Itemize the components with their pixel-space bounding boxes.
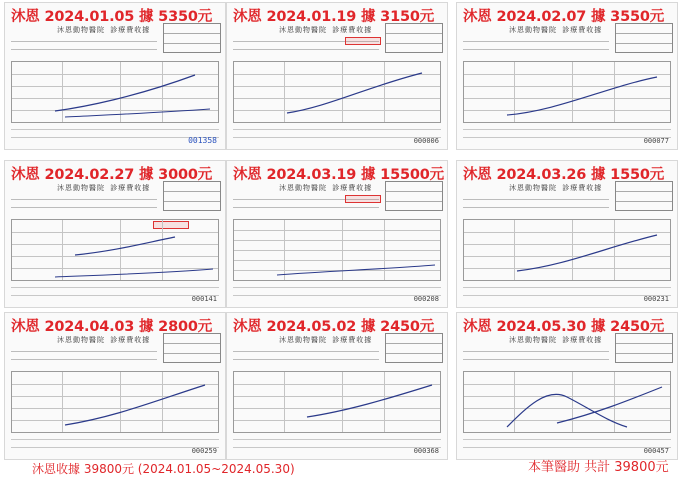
receipt-caption: 沐恩 2024.05.30 據 2450元 bbox=[463, 319, 665, 335]
receipt-card bbox=[4, 160, 226, 308]
receipt-serial: 000259 bbox=[191, 447, 217, 455]
receipt-caption: 沐恩 2024.01.19 據 3150元 bbox=[233, 9, 435, 25]
footer-line bbox=[11, 287, 219, 288]
receipt-card bbox=[456, 160, 678, 308]
receipt-card bbox=[226, 312, 448, 460]
footer-line bbox=[233, 129, 441, 130]
footer-line bbox=[11, 447, 219, 448]
meta-line bbox=[11, 359, 157, 360]
receipt-side-box bbox=[615, 181, 673, 211]
meta-line bbox=[233, 207, 379, 208]
receipt-caption: 沐恩 2024.01.05 據 5350元 bbox=[11, 9, 213, 25]
meta-line bbox=[463, 359, 609, 360]
hospital-header: 沐恩動物醫院 診療費收據 bbox=[509, 184, 603, 192]
hospital-header: 沐恩動物醫院 診療費收據 bbox=[57, 184, 151, 192]
meta-line bbox=[463, 207, 609, 208]
footer-line bbox=[463, 295, 671, 296]
receipt-side-box bbox=[385, 181, 443, 211]
meta-line bbox=[233, 359, 379, 360]
receipt-side-box bbox=[615, 23, 673, 53]
hospital-header: 沐恩動物醫院 診療費收據 bbox=[279, 184, 373, 192]
meta-line bbox=[463, 49, 609, 50]
hospital-stamp bbox=[345, 37, 381, 45]
receipt-caption: 沐恩 2024.03.26 據 1550元 bbox=[463, 167, 665, 183]
meta-line bbox=[463, 199, 609, 200]
receipt-serial: 001358 bbox=[188, 136, 217, 145]
receipt-card bbox=[226, 2, 448, 150]
handwriting-scrawl bbox=[45, 225, 215, 279]
receipt-serial: 000368 bbox=[413, 447, 439, 455]
receipt-serial: 000006 bbox=[413, 137, 439, 145]
footer-line bbox=[233, 137, 441, 138]
receipt-side-box bbox=[163, 181, 221, 211]
summary-left: 沐恩收據 39800元 (2024.01.05~2024.05.30) bbox=[32, 462, 295, 476]
hospital-header: 沐恩動物醫院 診療費收據 bbox=[509, 336, 603, 344]
meta-line bbox=[233, 49, 379, 50]
footer-line bbox=[463, 137, 671, 138]
hospital-header: 沐恩動物醫院 診療費收據 bbox=[57, 336, 151, 344]
receipt-caption: 沐恩 2024.05.02 據 2450元 bbox=[233, 319, 435, 335]
handwriting-scrawl bbox=[497, 377, 667, 431]
footer-line bbox=[233, 287, 441, 288]
receipt-caption: 沐恩 2024.03.19 據 15500元 bbox=[233, 167, 444, 183]
footer-line bbox=[463, 129, 671, 130]
receipt-serial: 000141 bbox=[191, 295, 217, 303]
footer-line bbox=[463, 439, 671, 440]
receipt-side-box bbox=[385, 333, 443, 363]
handwriting-scrawl bbox=[267, 225, 437, 279]
receipt-serial: 000457 bbox=[643, 447, 669, 455]
footer-line bbox=[233, 439, 441, 440]
handwriting-scrawl bbox=[497, 67, 667, 121]
meta-line bbox=[11, 49, 157, 50]
footer-line bbox=[463, 447, 671, 448]
receipt-side-box bbox=[615, 333, 673, 363]
hospital-header: 沐恩動物醫院 診療費收據 bbox=[57, 26, 151, 34]
handwriting-scrawl bbox=[267, 377, 437, 431]
footer-line bbox=[463, 287, 671, 288]
hospital-header: 沐恩動物醫院 診療費收據 bbox=[509, 26, 603, 34]
footer-line bbox=[11, 295, 219, 296]
meta-line bbox=[463, 351, 609, 352]
receipt-side-box bbox=[163, 333, 221, 363]
receipt-serial: 000231 bbox=[643, 295, 669, 303]
handwriting-scrawl bbox=[267, 67, 437, 121]
footer-line bbox=[233, 447, 441, 448]
hospital-header: 沐恩動物醫院 診療費收據 bbox=[279, 26, 373, 34]
receipt-caption: 沐恩 2024.02.27 據 3000元 bbox=[11, 167, 213, 183]
meta-line bbox=[11, 207, 157, 208]
meta-line bbox=[463, 41, 609, 42]
receipt-caption: 沐恩 2024.02.07 據 3550元 bbox=[463, 9, 665, 25]
receipt-card bbox=[4, 312, 226, 460]
receipt-card bbox=[456, 2, 678, 150]
meta-line bbox=[233, 351, 379, 352]
meta-line bbox=[11, 199, 157, 200]
handwriting-scrawl bbox=[45, 377, 215, 431]
handwriting-scrawl bbox=[497, 225, 667, 279]
footer-line bbox=[233, 295, 441, 296]
summary-right: 本筆醫助 共計 39800元 bbox=[528, 460, 669, 475]
hospital-stamp bbox=[345, 195, 381, 203]
receipt-card bbox=[226, 160, 448, 308]
meta-line bbox=[11, 351, 157, 352]
receipt-side-box bbox=[163, 23, 221, 53]
receipt-side-box bbox=[385, 23, 443, 53]
receipt-card bbox=[4, 2, 226, 150]
receipt-serial: 000077 bbox=[643, 137, 669, 145]
footer-line bbox=[11, 439, 219, 440]
receipt-caption: 沐恩 2024.04.03 據 2800元 bbox=[11, 319, 213, 335]
handwriting-scrawl bbox=[45, 67, 215, 121]
footer-line bbox=[11, 129, 219, 130]
hospital-header: 沐恩動物醫院 診療費收據 bbox=[279, 336, 373, 344]
meta-line bbox=[11, 41, 157, 42]
receipt-card bbox=[456, 312, 678, 460]
receipt-serial: 000208 bbox=[413, 295, 439, 303]
